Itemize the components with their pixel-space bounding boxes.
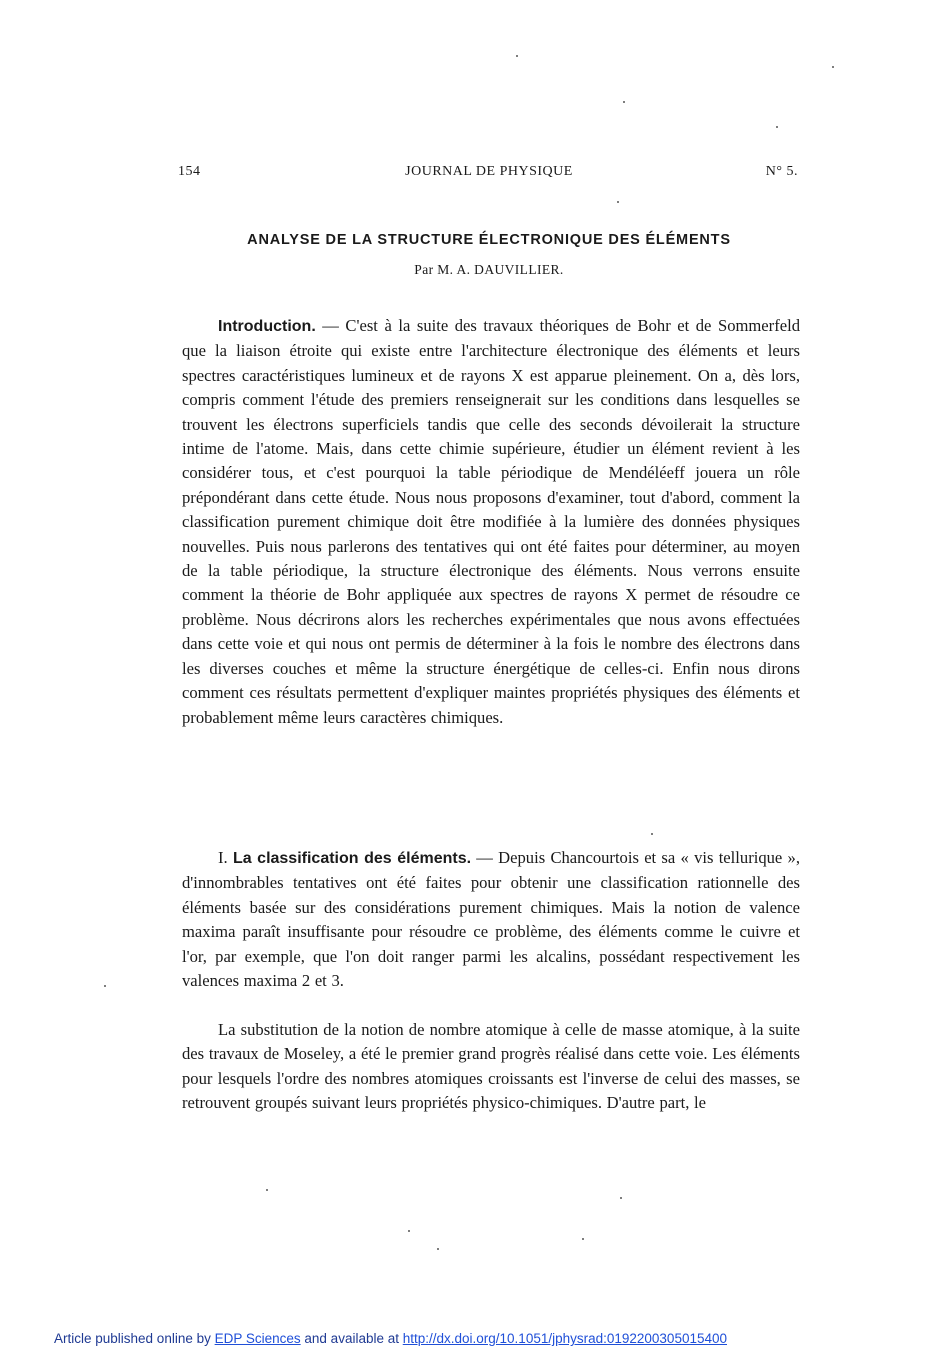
section-1-body: — Depuis Chancourtois et sa « vis tellurique », d'innombrables tentatives ont été faites pour obtenir une classification rationnelle des éléments basée sur des considérations purement chimiques. Mais la notion de valence maxima paraît insuffisante pour résoudre ce problème, des éléments comme le cuivre et l'or, par exemple, que l'on doit ranger parmi les alcalins, possédant respectivement les valences maxima 2 et 3. — [182, 848, 800, 991]
section-1-paragraph — [182, 846, 800, 993]
article-title: ANALYSE DE LA STRUCTURE ÉLECTRONIQUE DES ÉLÉMENTS — [247, 232, 731, 248]
journal-title: JOURNAL DE PHYSIQUE — [405, 164, 573, 179]
section-1-number: I. — [218, 848, 233, 867]
introduction-body: — C'est à la suite des travaux théoriques de Bohr et de Sommerfeld que la liaison étroite qui existe entre l'architecture électronique des éléments et leurs spectres caractéristiques lumineux et de rayons X est apparue pleinement. On a, dès lors, compris comment l'étude des premiers renseignerait sur les conditions dans lesquelles se trouvent les électrons superficiels tandis que celle des seconds dévoilerait la structure intime de l'atome. Mais, dans cette chimie supérieure, étudier un élément revient à les considérer tous, et c'est pourquoi la table périodique de Mendéléeff jouera un rôle prépondérant dans cette étude. Nous nous proposons d'examiner, tout d'abord, comment la classification purement chimique doit être modifiée à la lumière des données physiques nouvelles. Puis nous parlerons des tentatives qui ont été faites pour déterminer, au moyen de la table périodique, la structure électronique des éléments. Nous verrons ensuite comment la théorie de Bohr appliquée aux spectres de rayons X permet de résoudre ce problème. Nous décrirons alors les recherches expérimentales que nous avons effectuées dans cette voie et qui nous ont permis de déterminer à la fois le nombre des électrons dans les diverses couches et même la structure énergétique de celles-ci. Enfin nous dirons comment ces résultats permettent d'expliquer maintes propriétés physiques des éléments et probablement même leurs caractères chimiques. — [182, 316, 800, 727]
running-head — [178, 164, 800, 184]
edp-sciences-link[interactable]: EDP Sciences — [214, 1331, 301, 1346]
publication-footer — [54, 1331, 727, 1346]
introduction-heading: Introduction. — [218, 318, 316, 335]
article-author: Par M. A. DAUVILLIER. — [414, 262, 564, 277]
introduction-paragraph — [182, 314, 800, 730]
page-number: 154 — [178, 164, 201, 179]
footer-middle: and available at — [300, 1331, 403, 1346]
issue-number: N° 5. — [765, 164, 798, 179]
footer-prefix: Article published online by — [54, 1331, 215, 1346]
section-1-heading: La classification des éléments. — [232, 850, 472, 867]
substitution-paragraph: La substitution de la notion de nombre atomique à celle de masse atomique, à la suite des travaux de Moseley, a été le premier grand progrès réalisé dans cette voie. Les éléments pour lesquels l'ordre des nombres atomiques croissants est l'inverse de celui des masses, se retrouvent groupés suivant leurs propriétés physico-chimiques. D'autre part, le — [182, 1020, 800, 1113]
doi-link[interactable]: http://dx.doi.org/10.1051/jphysrad:0192200305015400 — [402, 1331, 727, 1346]
